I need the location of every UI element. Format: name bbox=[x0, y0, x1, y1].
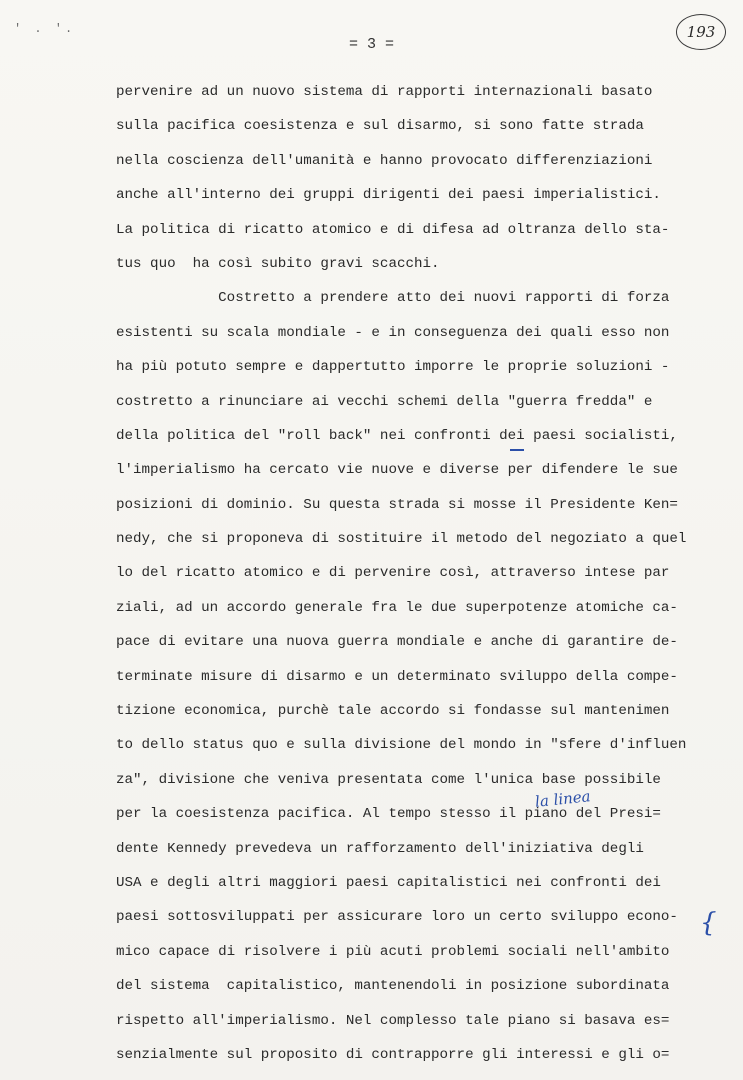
text-line: terminate misure di disarmo e un determinato sviluppo della compe- bbox=[116, 668, 678, 685]
text-line: della politica del "roll back" nei confronti dei paesi socialisti, bbox=[116, 427, 678, 444]
text-line: rispetto all'imperialismo. Nel complesso tale piano si basava es= bbox=[116, 1012, 670, 1029]
text-line: l'imperialismo ha cercato vie nuove e diverse per difendere le sue bbox=[116, 462, 678, 479]
text-line: posizioni di dominio. Su questa strada si mosse il Presidente Ken= bbox=[116, 496, 678, 513]
typed-text-body bbox=[116, 80, 706, 1077]
text-line: nedy, che si proponeva di sostituire il metodo del negoziato a quel bbox=[116, 531, 687, 548]
text-line: del sistema capitalistico, mantenendoli in posizione subordinata bbox=[116, 978, 670, 995]
text-line: paesi sottosviluppati per assicurare loro un certo sviluppo econo- bbox=[116, 909, 678, 926]
text-line: per la coesistenza pacifica. Al tempo stesso il piano del Presi= bbox=[116, 806, 661, 823]
text-line: tus quo ha così subito gravi scacchi. bbox=[116, 255, 440, 272]
text-line: mico capace di risolvere i più acuti problemi sociali nell'ambito bbox=[116, 943, 670, 960]
text-line: ha più potuto sempre e dappertutto imporre le proprie soluzioni - bbox=[116, 359, 670, 376]
corner-marks: ' . '. bbox=[14, 22, 76, 36]
text-line: esistenti su scala mondiale - e in conseguenza dei quali esso non bbox=[116, 324, 670, 341]
text-line: za", divisione che veniva presentata come l'unica base possibile bbox=[116, 771, 661, 788]
page-number: = 3 = bbox=[348, 36, 394, 53]
text-line: La politica di ricatto atomico e di difesa ad oltranza dello sta- bbox=[116, 221, 670, 238]
text-line: USA e degli altri maggiori paesi capitalistici nei confronti dei bbox=[116, 874, 661, 891]
text-line: tizione economica, purchè tale accordo si fondasse sul mantenimen bbox=[116, 703, 670, 720]
handwritten-insertion: la linea bbox=[534, 787, 592, 811]
text-line: dente Kennedy prevedeva un rafforzamento dell'iniziativa degli bbox=[116, 840, 644, 857]
text-line: anche all'interno dei gruppi dirigenti dei paesi imperialistici. bbox=[116, 187, 661, 204]
text-line: costretto a rinunciare ai vecchi schemi della "guerra fredda" e bbox=[116, 393, 653, 410]
text-line: lo del ricatto atomico e di pervenire così, attraverso intese par bbox=[116, 565, 670, 582]
text-line: Costretto a prendere atto dei nuovi rapporti di forza bbox=[116, 290, 670, 307]
page-stamp: 193 bbox=[676, 14, 726, 50]
text-line: sulla pacifica coesistenza e sul disarmo, si sono fatte strada bbox=[116, 118, 644, 135]
text-line: pace di evitare una nuova guerra mondiale e anche di garantire de- bbox=[116, 634, 678, 651]
text-line: to dello status quo e sulla divisione del mondo in "sfere d'influen bbox=[116, 737, 687, 754]
handwritten-margin-mark: { bbox=[700, 908, 717, 938]
handwritten-dash-mark bbox=[510, 449, 524, 451]
text-line: pervenire ad un nuovo sistema di rapporti internazionali basato bbox=[116, 84, 653, 100]
text-line: nella coscienza dell'umanità e hanno provocato differenziazioni bbox=[116, 152, 653, 169]
text-line: senzialmente sul proposito di contrapporre gli interessi e gli o= bbox=[116, 1046, 670, 1063]
text-line: ziali, ad un accordo generale fra le due superpotenze atomiche ca- bbox=[116, 599, 678, 616]
